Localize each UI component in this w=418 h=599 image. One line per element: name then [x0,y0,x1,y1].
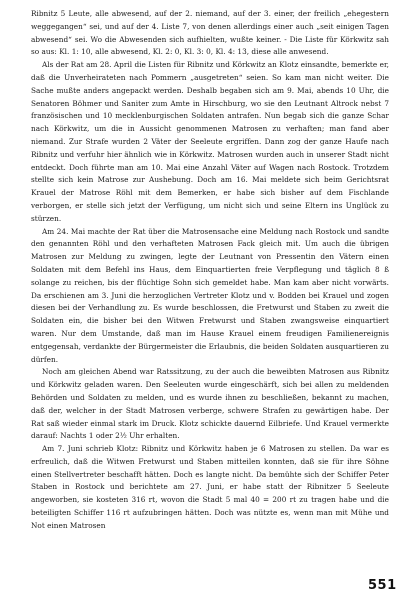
page-number: 551 [368,578,397,593]
paragraph-4: Noch am gleichen Abend war Ratssitzung, zu der auch die beweibten Matrosen aus Ribnitz und Körkwitz geladen waren. Den Seeleuten wurde eingeschärft, sich bei allen zu meldenden Behörden und Soldaten zu melden, und es wurde ihnen zu beschließen, bekannt zu machen, daß der, welcher in der Stadt Matrosen verberge, schwere Strafen zu gewärtigen habe. Der Rat saß wieder einmal stark im Druck. Klotz schickte dauernd Eilbriefe. Und Krauel vermerkte darauf: Nachts 1 oder 2½ Uhr erhalten. [31,367,389,441]
paragraph-1: Ribnitz 5 Leute, alle abwesend, auf der 2. niemand, auf der 3. einer, der freilich „ehegestern weggegangen“ sei, und auf der 4. Liste 7, von denen allerdings einer auch „seit einigen Tagen abwesend“ sei. Wo die Abwesenden sich aufhielten, wußte keiner. - Die Liste für Körkwitz sah so aus: Kl. 1: 10, alle abwesend, Kl. 2: 0, Kl. 3: 0, Kl. 4: 13, diese alle anwesend. [31,9,389,57]
paragraph-2: Als der Rat am 28. April die Listen für Ribnitz und Körkwitz an Klotz einsandte, bemerkte er, daß die Unverheirateten nach Pommern „ausgetreten“ seien. So kam man nicht weiter. Die Sache mußte anders angepackt werden. Deshalb begaben sich am 9. Mai, abends 10 Uhr, die Senatoren Böhmer und Saniter zum Amte in Hirschburg, wo sie den Leutnant Altrock nebst 7 französischen und 10 mecklenburgischen Soldaten antrafen. Nun begab sich die ganze Schar nach Körkwitz, um die in Aussicht genommenen Matrosen zu verhaften; man fand aber niemand. Zur Strafe wurden 2 Väter der Seeleute ergriffen. Dann zog der ganze Haufe nach Ribnitz und verfuhr hier ähnlich wie in Körkwitz. Matrosen wurden auch in unserer Stadt nicht entdeckt. Doch führte man am 10. Mai eine Anzahl Väter auf Wagen nach Rostock. Trotzdem stellte sich kein Matrose zur Aushebung. Doch am 16. Mai meldete sich beim Gerichtsrat Krauel der Matrose Röhl mit dem Bemerken, er habe sich bisher auf dem Fischlande verborgen, er stelle sich jetzt der Verfügung, um nicht sich und seine Eltern ins Unglück zu stürzen. [31,60,389,223]
paragraph-5: Am 7. Juni schrieb Klotz: Ribnitz und Körkwitz haben je 6 Matrosen zu stellen. Da war es erfreulich, daß die Witwen Fretwurst und Staben mitteilen konnten, daß sie für ihre Söhne einen Stellvertreter beschafft hätten. Doch es langte nicht. Da bemühte sich der Schiffer Peter Staben in Rostock und berichtete am 27. Juni, er habe statt der Ribnitzer 5 Seeleute angeworben, sie kosteten 316 rt, wovon die Stadt 5 mal 40 = 200 rt zu tragen habe und die beteiligten Schiffer 116 rt aufzubringen hätten. Doch was nützte es, wenn man mit Mühe und Not einen Matrosen [31,444,389,530]
body-text [31,8,389,533]
paragraph-3: Am 24. Mai machte der Rat über die Matrosensache eine Meldung nach Rostock und sandte den genannten Röhl und den verhafteten Matrosen Fack gleich mit. Um auch die übrigen Matrosen zur Meldung zu zwingen, legte der Leutnant von Pressentin den Vätern einen Soldaten mit dem Befehl ins Haus, dem Einquartierten freie Verpflegung und täglich 8 ß solange zu reichen, bis der flüchtige Sohn sich gemeldet habe. Man kam aber nicht vorwärts. Da erschienen am 3. Juni die herzoglichen Vertreter Klotz und v. Bodden bei Krauel und zogen diesen bei der Verhandlung zu. Es wurde beschlossen, die Fretwurst und Staben zu zweit die Soldaten ein, die bisher bei den Witwen Fretwurst und Staben zwangsweise einquartiert waren. Nur dem Umstande, daß man im Hause Krauel einem freudigen Familienereignis entgegensah, verdankte der Bürgermeister die Erlaubnis, die beiden Soldaten ausquartieren zu dürfen. [31,226,389,364]
